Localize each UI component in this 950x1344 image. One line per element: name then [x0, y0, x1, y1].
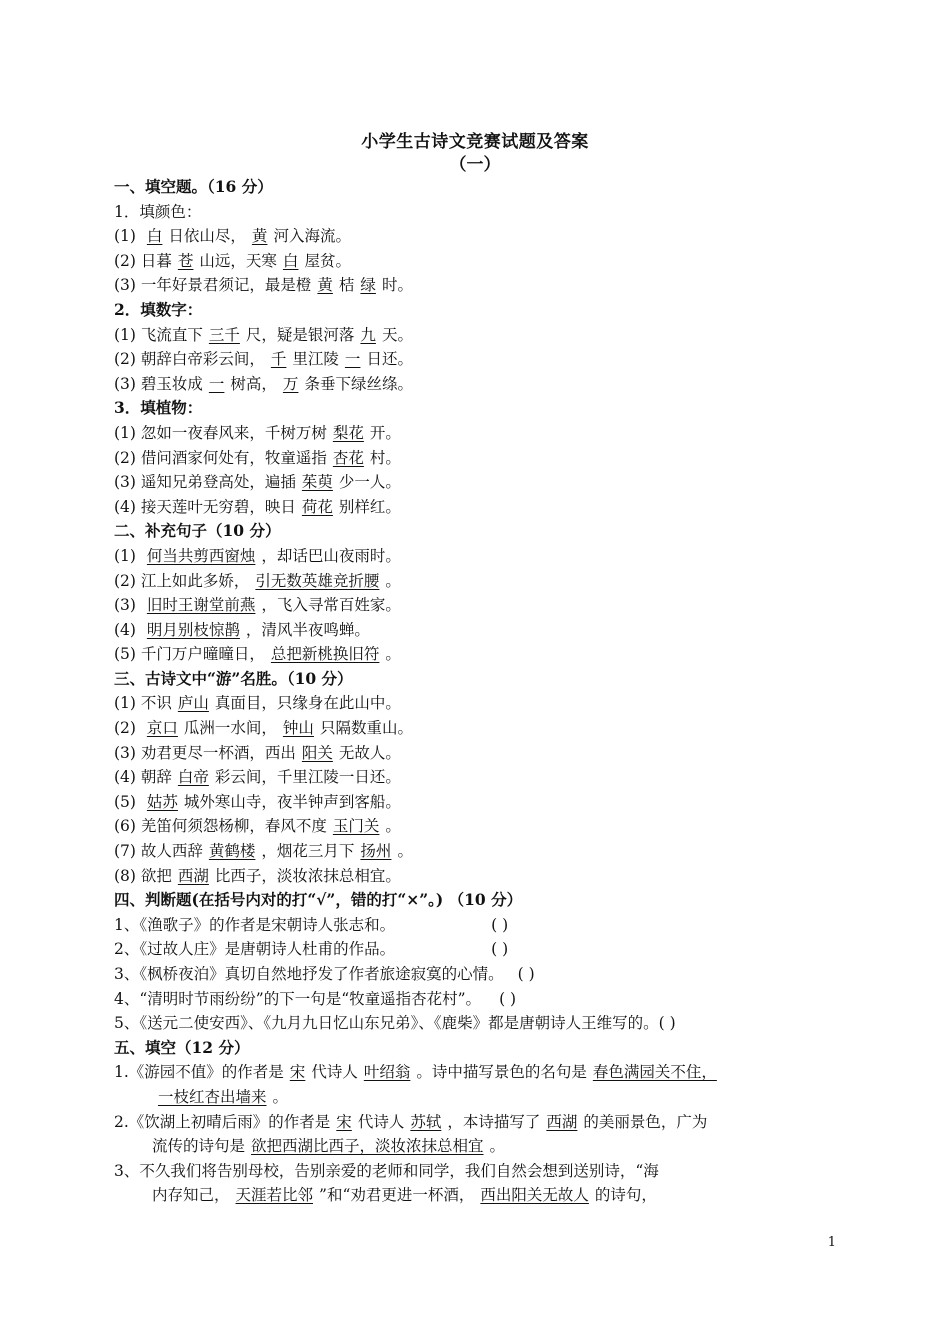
question-line [114, 495, 874, 520]
text: (3) 一年好景君须记，最是橙 [114, 276, 312, 295]
text: (3) 劝君更尽一杯酒，西出 [114, 743, 296, 762]
question-line [114, 790, 874, 815]
text: 1、《渔歌子》的作者是宋朝诗人张志和。 [114, 915, 396, 934]
answer: 引无数英雄竞折腰 [255, 571, 380, 590]
text: 1.《游园不值》的作者是 [114, 1063, 284, 1082]
text: 天。 [381, 325, 413, 344]
answer: 苏轼 [410, 1112, 442, 1131]
text: (6) 羌笛何须怨杨柳，春风不度 [114, 817, 327, 836]
question-line [114, 814, 874, 839]
question-line [114, 273, 874, 298]
question-label: 2．填数字： [114, 299, 203, 319]
answer: 黄 [251, 227, 268, 246]
answer-paren: ( ) [517, 965, 535, 983]
text: (3) [114, 596, 141, 615]
question-line [114, 691, 874, 716]
text: (4) 朝辞 [114, 768, 172, 787]
answer-paren: ( ) [491, 915, 509, 934]
answer: 杏花 [332, 448, 364, 467]
text: 瓜洲一水间， [183, 719, 277, 738]
answer: 西湖 [546, 1112, 578, 1131]
page-number: 1 [827, 1235, 836, 1250]
text: (3) 碧玉妆成 [114, 374, 203, 393]
text: 开。 [369, 423, 401, 442]
text: 。 [385, 645, 401, 664]
text: 。 [272, 1087, 289, 1106]
answer: 白帝 [177, 768, 209, 787]
answer: 总把新桃换旧符 [270, 645, 380, 664]
section-heading: 三、古诗文中“游”名胜。（10 分） [114, 668, 353, 688]
text: 只隔数重山。 [319, 719, 413, 738]
question-line [114, 741, 874, 766]
question-line [114, 1134, 874, 1159]
answer: 绿 [360, 276, 376, 295]
answer: 三千 [208, 325, 240, 344]
text: 条垂下绿丝绦。 [304, 374, 413, 393]
answer: 庐山 [177, 694, 209, 713]
answer: 苍 [177, 251, 194, 270]
text: 的诗句， [594, 1186, 657, 1205]
text: 。 [385, 817, 401, 836]
section-heading: 五、填空（12 分） [114, 1037, 250, 1057]
text: 别样红。 [338, 497, 401, 516]
text: 。诗中描写景色的名句是 [416, 1063, 587, 1082]
text: 代诗人 [357, 1112, 405, 1131]
text: 真面目，只缘身在此山中。 [214, 694, 401, 713]
answer: 千 [270, 350, 287, 369]
question-line [114, 347, 874, 372]
text: 日依山尽， [168, 227, 246, 246]
text: (5) [114, 792, 141, 811]
answer: 欲把西湖比西子，淡妆浓抹总相宜 [251, 1137, 484, 1156]
question-label: 3．填植物： [114, 398, 203, 418]
text: 内存知己， [152, 1186, 230, 1205]
answer: 白 [282, 251, 299, 270]
question-line [114, 1159, 874, 1184]
text: 2.《饮湖上初晴后雨》的作者是 [114, 1112, 331, 1131]
text: 桔 [338, 276, 355, 295]
question-line [114, 470, 874, 495]
text: ”和“劝君更进一杯酒， [319, 1186, 475, 1205]
text: 树高， [230, 374, 277, 393]
section-heading: 一、填空题。（16 分） [114, 177, 273, 196]
text: 河入海流。 [273, 227, 351, 246]
text: (2) 日暮 [114, 251, 172, 270]
text: (1) 忽如一夜春风来，千树万树 [114, 423, 327, 442]
question-line [114, 1183, 874, 1208]
text: (1) 不识 [114, 694, 172, 713]
answer-paren: ( ) [658, 1014, 676, 1033]
answer: 宋 [289, 1063, 306, 1082]
question-line [114, 372, 874, 397]
question-line [114, 716, 874, 741]
answer-paren: ( ) [499, 989, 517, 1008]
answer: 玉门关 [332, 817, 380, 836]
answer: 天涯若比邻 [235, 1186, 314, 1205]
answer: 一枝红杏出墙来 [158, 1087, 267, 1106]
text: 代诗人 [311, 1063, 358, 1082]
answer: 阳关 [301, 743, 333, 762]
question-line [114, 765, 874, 790]
text: 时。 [381, 276, 413, 295]
text: ，飞入寻常百姓家。 [261, 596, 401, 615]
text: 尺，疑是银河落 [245, 325, 355, 344]
text: 2、《过故人庄》是唐朝诗人杜甫的作品。 [114, 940, 396, 959]
text: (7) 故人西辞 [114, 842, 203, 861]
answer: 春色满园关不住， [592, 1063, 717, 1082]
text: (1) [114, 546, 141, 565]
question-line [114, 593, 874, 618]
text: (1) [114, 227, 141, 246]
question-line [114, 249, 874, 274]
text: 。 [385, 571, 401, 590]
answer: 叶绍翁 [363, 1063, 411, 1082]
question-line [114, 569, 874, 594]
text: 少一人。 [338, 473, 401, 492]
text: 彩云间，千里江陵一日还。 [214, 768, 401, 787]
question-line [114, 913, 874, 938]
answer: 旧时王谢堂前燕 [146, 596, 256, 615]
question-line [114, 642, 874, 667]
question-line [114, 839, 874, 864]
text: (2) 江上如此多娇， [114, 571, 250, 590]
question-line [114, 1110, 874, 1135]
text: ，清风半夜鸣蝉。 [245, 620, 370, 639]
answer: 茱萸 [301, 473, 333, 492]
document-subtitle: （一） [449, 155, 501, 175]
question-line [114, 224, 874, 249]
question-line [114, 864, 874, 889]
text: 5、《送元二使安西》、《九月九日忆山东兄弟》、《鹿柴》都是唐朝诗人王维写的。 [114, 1014, 659, 1033]
question-line [114, 446, 874, 471]
text: 的美丽景色，广为 [583, 1112, 708, 1131]
text: (4) [114, 620, 141, 639]
text: (2) 借问酒家何处有，牧童遥指 [114, 448, 327, 467]
answer: 白 [146, 227, 163, 246]
question-line [114, 1060, 874, 1085]
text: 比西子，淡妆浓抹总相宜。 [214, 866, 401, 885]
section-heading: 二、补充句子（10 分） [114, 521, 281, 541]
question-line [114, 421, 874, 446]
text: (5) 千门万户曈曈日， [114, 645, 265, 664]
answer: 京口 [146, 719, 178, 738]
answer: 一 [344, 350, 361, 369]
question-line [114, 937, 874, 962]
text: 流传的诗句是 [152, 1137, 246, 1156]
question-line [114, 962, 874, 987]
section-heading: 四、判断题(在括号内对的打“√”，错的打“×”。) （10 分） [114, 890, 523, 910]
answer-paren: ( ) [491, 940, 509, 959]
question-line [114, 1011, 874, 1036]
text: 屋贫。 [304, 251, 351, 270]
text: 4、“清明时节雨纷纷”的下一句是“牧童遥指杏花村”。 [114, 989, 482, 1008]
text: (8) 欲把 [114, 866, 172, 885]
answer: 扬州 [360, 842, 392, 861]
text: 村。 [369, 448, 401, 467]
answer: 明月别枝惊鹊 [146, 620, 240, 639]
text: 城外寒山寺，夜半钟声到客船。 [183, 792, 401, 811]
text: 山远，天寒 [199, 251, 277, 270]
answer: 西湖 [177, 866, 209, 885]
question-line [114, 323, 874, 348]
answer: 梨花 [332, 423, 364, 442]
text: (4) 接天莲叶无穷碧，映日 [114, 497, 296, 516]
answer: 西出阳关无故人 [480, 1186, 589, 1205]
text: 无故人。 [338, 743, 401, 762]
text: 3、不久我们将告别母校，告别亲爱的老师和同学，我们自然会想到送别诗，“海 [114, 1161, 659, 1180]
text: ，却话巴山夜雨时。 [261, 546, 401, 565]
answer: 姑苏 [146, 792, 178, 811]
question-line [114, 544, 874, 569]
question-line [114, 618, 874, 643]
answer: 九 [360, 325, 376, 344]
text: 日还。 [366, 350, 413, 369]
question-line [114, 987, 874, 1012]
text: (2) [114, 719, 141, 738]
text: 。 [489, 1137, 506, 1156]
document-title: 小学生古诗文竞赛试题及答案 [361, 132, 589, 152]
question-label: 1．填颜色： [114, 202, 202, 221]
answer: 何当共剪西窗烛 [146, 546, 256, 565]
text: ，本诗描写了 [447, 1112, 541, 1131]
text: ，烟花三月下 [261, 842, 355, 861]
answer: 万 [282, 374, 299, 393]
text: (2) 朝辞白帝彩云间， [114, 350, 265, 369]
text: 里江陵 [292, 350, 339, 369]
text: (1) 飞流直下 [114, 325, 203, 344]
document-body [114, 175, 874, 1208]
text: 。 [397, 842, 413, 861]
answer: 宋 [336, 1112, 352, 1131]
answer: 黄鹤楼 [208, 842, 256, 861]
answer: 黄 [317, 276, 333, 295]
answer: 钟山 [282, 719, 314, 738]
text: (3) 遥知兄弟登高处，遍插 [114, 473, 296, 492]
question-line [114, 1085, 874, 1110]
answer: 荷花 [301, 497, 333, 516]
text: 3、《枫桥夜泊》真切自然地抒发了作者旅途寂寞的心情。 [114, 965, 504, 983]
answer: 一 [208, 374, 225, 393]
